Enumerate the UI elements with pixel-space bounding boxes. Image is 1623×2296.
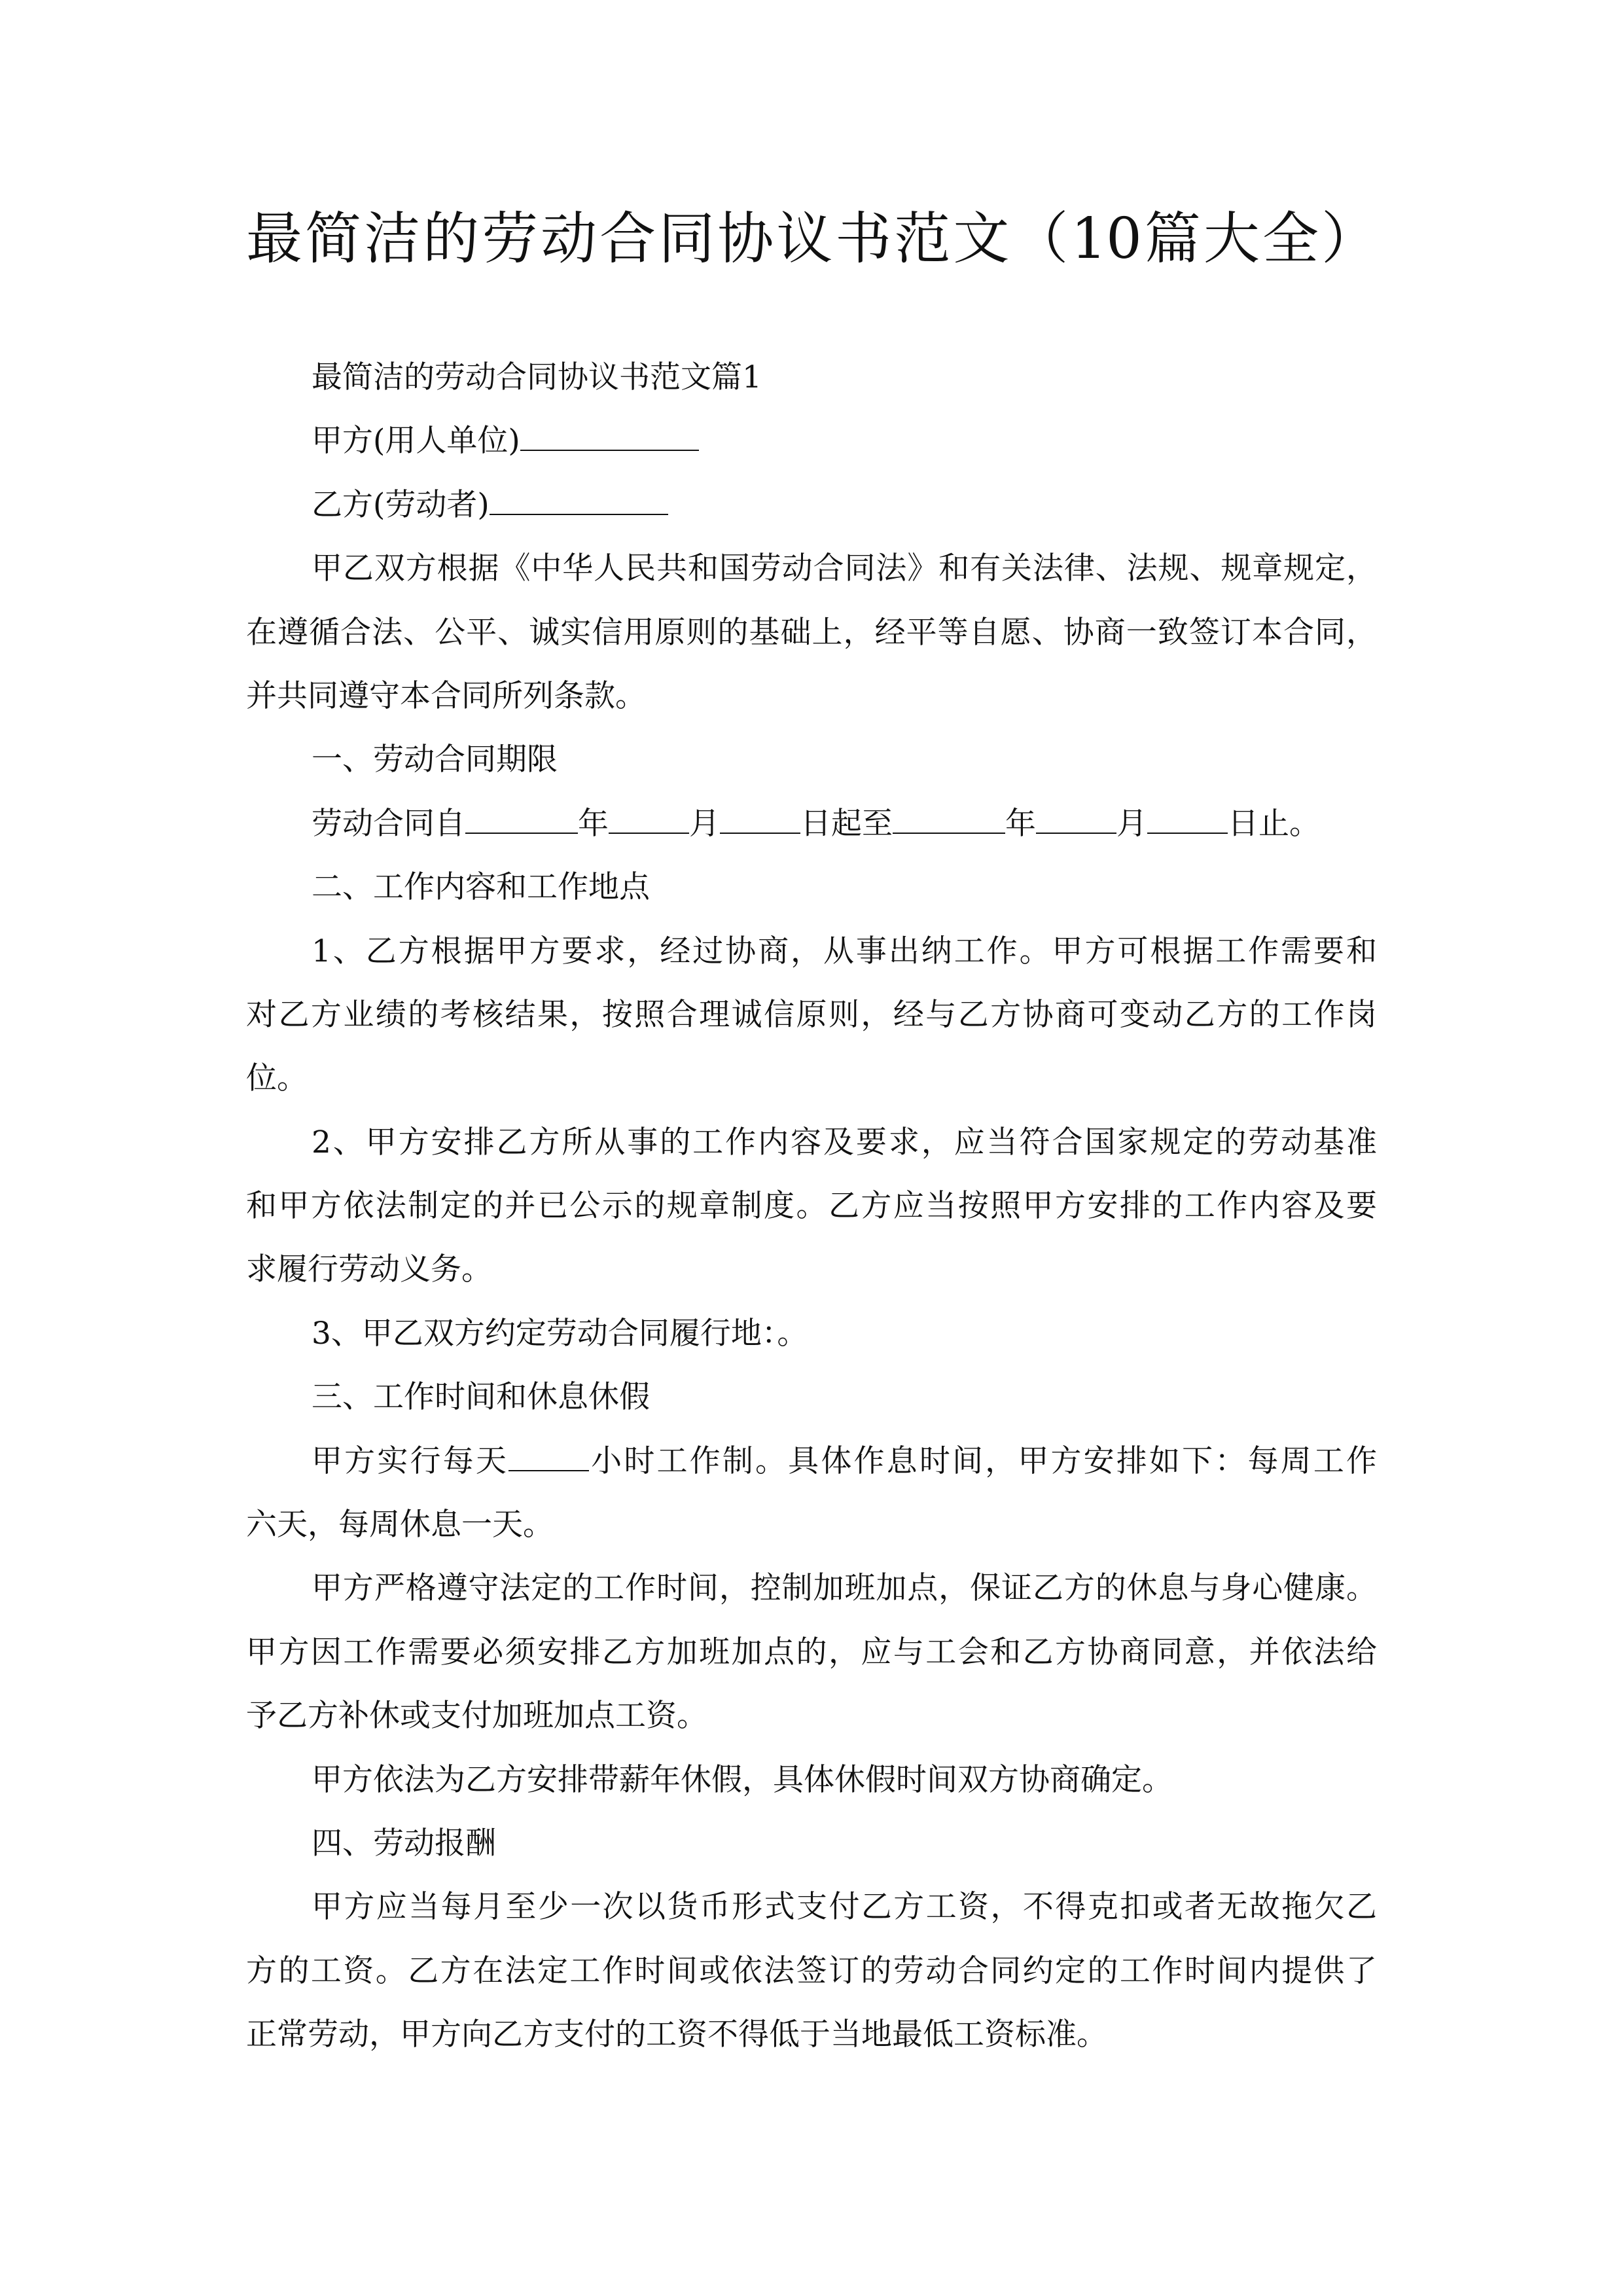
hours-text: 小时工作制。具体作息时间，甲方安排如下：每周工作 <box>589 1443 1377 1479</box>
party-b-line <box>246 473 1377 537</box>
paragraph-line: 甲方因工作需要必须安排乙方加班加点的，应与工会和乙方协商同意，并依法给 <box>246 1634 1377 1670</box>
term-text: 劳动合同自 <box>312 805 465 842</box>
paragraph-line: 求履行劳动义务。 <box>246 1251 492 1288</box>
start-day-blank[interactable] <box>720 793 800 834</box>
term-text: 年 <box>578 805 609 842</box>
document-title: 最简洁的劳动合同协议书范文（10篇大全） <box>246 206 1377 272</box>
paragraph-line: 正常劳动，甲方向乙方支付的工资不得低于当地最低工资标准。 <box>246 2017 1107 2053</box>
section-heading: 一、劳动合同期限 <box>312 742 558 778</box>
paragraph-line: 甲方依法为乙方安排带薪年休假，具体休假时间双方协商确定。 <box>312 1761 1173 1798</box>
document-body <box>246 346 1377 2067</box>
end-year-blank[interactable] <box>893 793 1005 834</box>
term-text: 日起至 <box>800 805 893 842</box>
paragraph-line: 3、甲乙双方约定劳动合同履行地：。 <box>312 1315 808 1352</box>
section-heading: 三、工作时间和休息休假 <box>312 1379 650 1416</box>
paragraph-line: 甲乙双方根据《中华人民共和国劳动合同法》和有关法律、法规、规章规定， <box>312 550 1377 587</box>
party-b-blank[interactable] <box>490 475 668 515</box>
paragraph-line: 予乙方补休或支付加班加点工资。 <box>246 1698 707 1734</box>
start-month-blank[interactable] <box>609 793 689 834</box>
paragraph-line: 位。 <box>246 1060 308 1097</box>
paragraph-line: 并共同遵守本合同所列条款。 <box>246 677 646 714</box>
term-text: 日止。 <box>1228 805 1320 842</box>
paragraph-line: 六天，每周休息一天。 <box>246 1507 554 1543</box>
paragraph-line: 对乙方业绩的考核结果，按照合理诚信原则，经与乙方协商可变动乙方的工作岗 <box>246 996 1377 1033</box>
section-heading: 四、劳动报酬 <box>312 1825 496 1861</box>
paragraph-line: 2、甲方安排乙方所从事的工作内容及要求，应当符合国家规定的劳动基准 <box>312 1124 1377 1160</box>
section-heading: 二、工作内容和工作地点 <box>312 869 650 906</box>
term-text: 月 <box>1116 805 1147 842</box>
start-year-blank[interactable] <box>465 793 578 834</box>
end-month-blank[interactable] <box>1036 793 1116 834</box>
term-text: 年 <box>1005 805 1036 842</box>
paragraph-line: 和甲方依法制定的并已公示的规章制度。乙方应当按照甲方安排的工作内容及要 <box>246 1188 1377 1225</box>
party-a-label: 甲方(用人单位) <box>312 423 520 459</box>
hours-text: 甲方实行每天 <box>312 1443 508 1479</box>
paragraph-line: 甲方应当每月至少一次以货币形式支付乙方工资，不得克扣或者无故拖欠乙 <box>312 1889 1377 1926</box>
work-hours-line <box>246 1429 1377 1493</box>
contract-term-line <box>246 792 1377 855</box>
section-heading: 最简洁的劳动合同协议书范文篇1 <box>312 359 762 395</box>
paragraph-line: 甲方严格遵守法定的工作时间，控制加班加点，保证乙方的休息与身心健康。 <box>312 1570 1377 1607</box>
hours-blank[interactable] <box>508 1431 589 1471</box>
paragraph-line: 1、乙方根据甲方要求，经过协商，从事出纳工作。甲方可根据工作需要和 <box>312 933 1377 969</box>
end-day-blank[interactable] <box>1147 793 1228 834</box>
paragraph-line: 方的工资。乙方在法定工作时间或依法签订的劳动合同约定的工作时间内提供了 <box>246 1952 1377 1989</box>
term-text: 月 <box>689 805 720 842</box>
party-a-line <box>246 409 1377 473</box>
party-b-label: 乙方(劳动者) <box>312 486 490 523</box>
party-a-blank[interactable] <box>520 410 699 451</box>
paragraph-line: 在遵循合法、公平、诚实信用原则的基础上，经平等自愿、协商一致签订本合同， <box>246 614 1377 651</box>
